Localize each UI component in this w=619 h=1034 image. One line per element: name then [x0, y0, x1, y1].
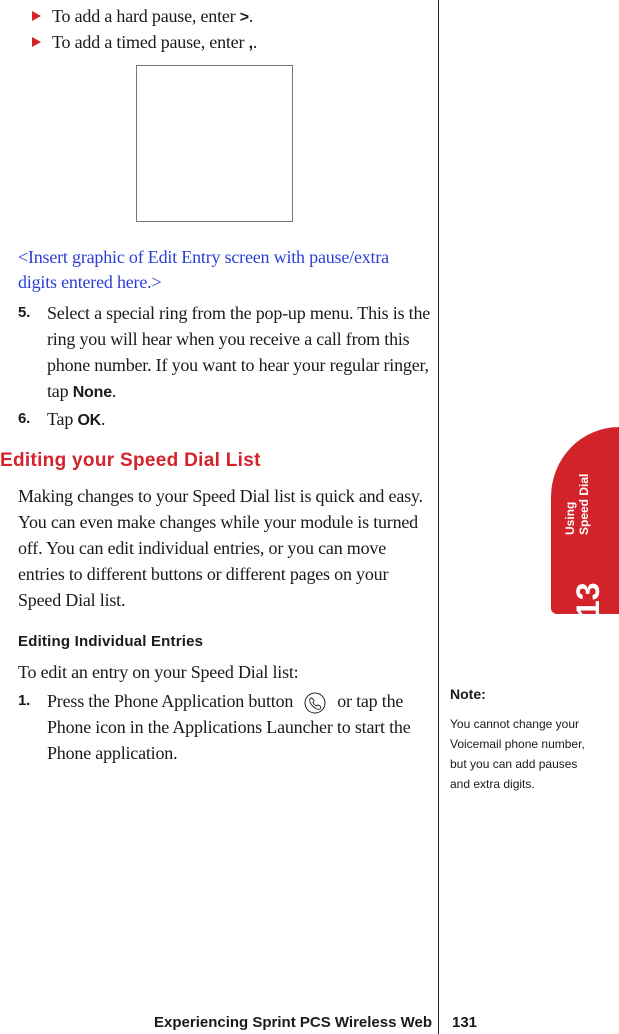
section-paragraph: Making changes to your Speed Dial list is quick and easy. You can even make changes while your module is turned off. You can edit individual entries, or you can move entries to different buttons or different pages on your Speed Dial list.: [18, 486, 423, 610]
triangle-bullet-icon: [32, 37, 41, 47]
step-6: [18, 406, 432, 434]
step-number: 5.: [18, 304, 31, 321]
timed-pause-symbol: ,: [248, 35, 253, 52]
bullet-end: .: [248, 6, 254, 26]
column-divider: [438, 0, 439, 1034]
step-number: 1.: [18, 692, 31, 709]
graphic-placeholder: [136, 65, 293, 222]
note-text: You cannot change your Voicemail phone number, but you can add pauses and extra digits.: [450, 717, 585, 791]
page-number: 131: [452, 1014, 478, 1031]
step-1: [18, 688, 432, 766]
hard-pause-symbol: >: [239, 9, 249, 26]
step-body: Tap: [47, 409, 78, 429]
chapter-tab-line1: Using: [563, 501, 577, 535]
triangle-bullet-icon: [32, 11, 41, 21]
step-body-after: or tap the Phone icon in the Applications Launcher to start the Phone application.: [47, 691, 411, 763]
bullet-text: To add a timed pause, enter: [52, 32, 249, 52]
note-label: Note:: [450, 686, 486, 702]
step-end: .: [101, 409, 106, 429]
footer-title: Experiencing Sprint PCS Wireless Web: [154, 1014, 432, 1031]
bullet-hard-pause: [52, 6, 253, 28]
step-text: [47, 688, 432, 766]
ok-option: OK: [77, 412, 102, 429]
bullet-end: .: [252, 32, 258, 52]
step-number: 6.: [18, 410, 31, 427]
chapter-number: 13: [570, 582, 606, 618]
subheading: Editing Individual Entries: [18, 633, 204, 650]
step-5: [18, 300, 432, 406]
step-text: [47, 406, 432, 434]
chapter-tab-title: [563, 474, 591, 535]
step-body-before: Press the Phone Application button: [47, 691, 294, 711]
bullet-timed-pause: [52, 32, 257, 54]
step-text: [47, 300, 432, 406]
step-end: .: [111, 381, 117, 401]
chapter-tab-line2: Speed Dial: [577, 473, 591, 535]
intro-text: To edit an entry on your Speed Dial list:: [18, 662, 299, 682]
graphic-caption: <Insert graphic of Edit Entry screen with pause/extra digits entered here.>: [18, 247, 389, 292]
none-option: None: [72, 384, 112, 401]
phone-application-icon: [303, 692, 327, 714]
step-body: Select a special ring from the pop-up menu. This is the ring you will hear when you receive a call from this phone number. If you want to hear your regular ringer, tap: [47, 303, 431, 401]
bullet-text: To add a hard pause, enter: [52, 6, 240, 26]
section-heading: Editing your Speed Dial List: [0, 450, 261, 471]
